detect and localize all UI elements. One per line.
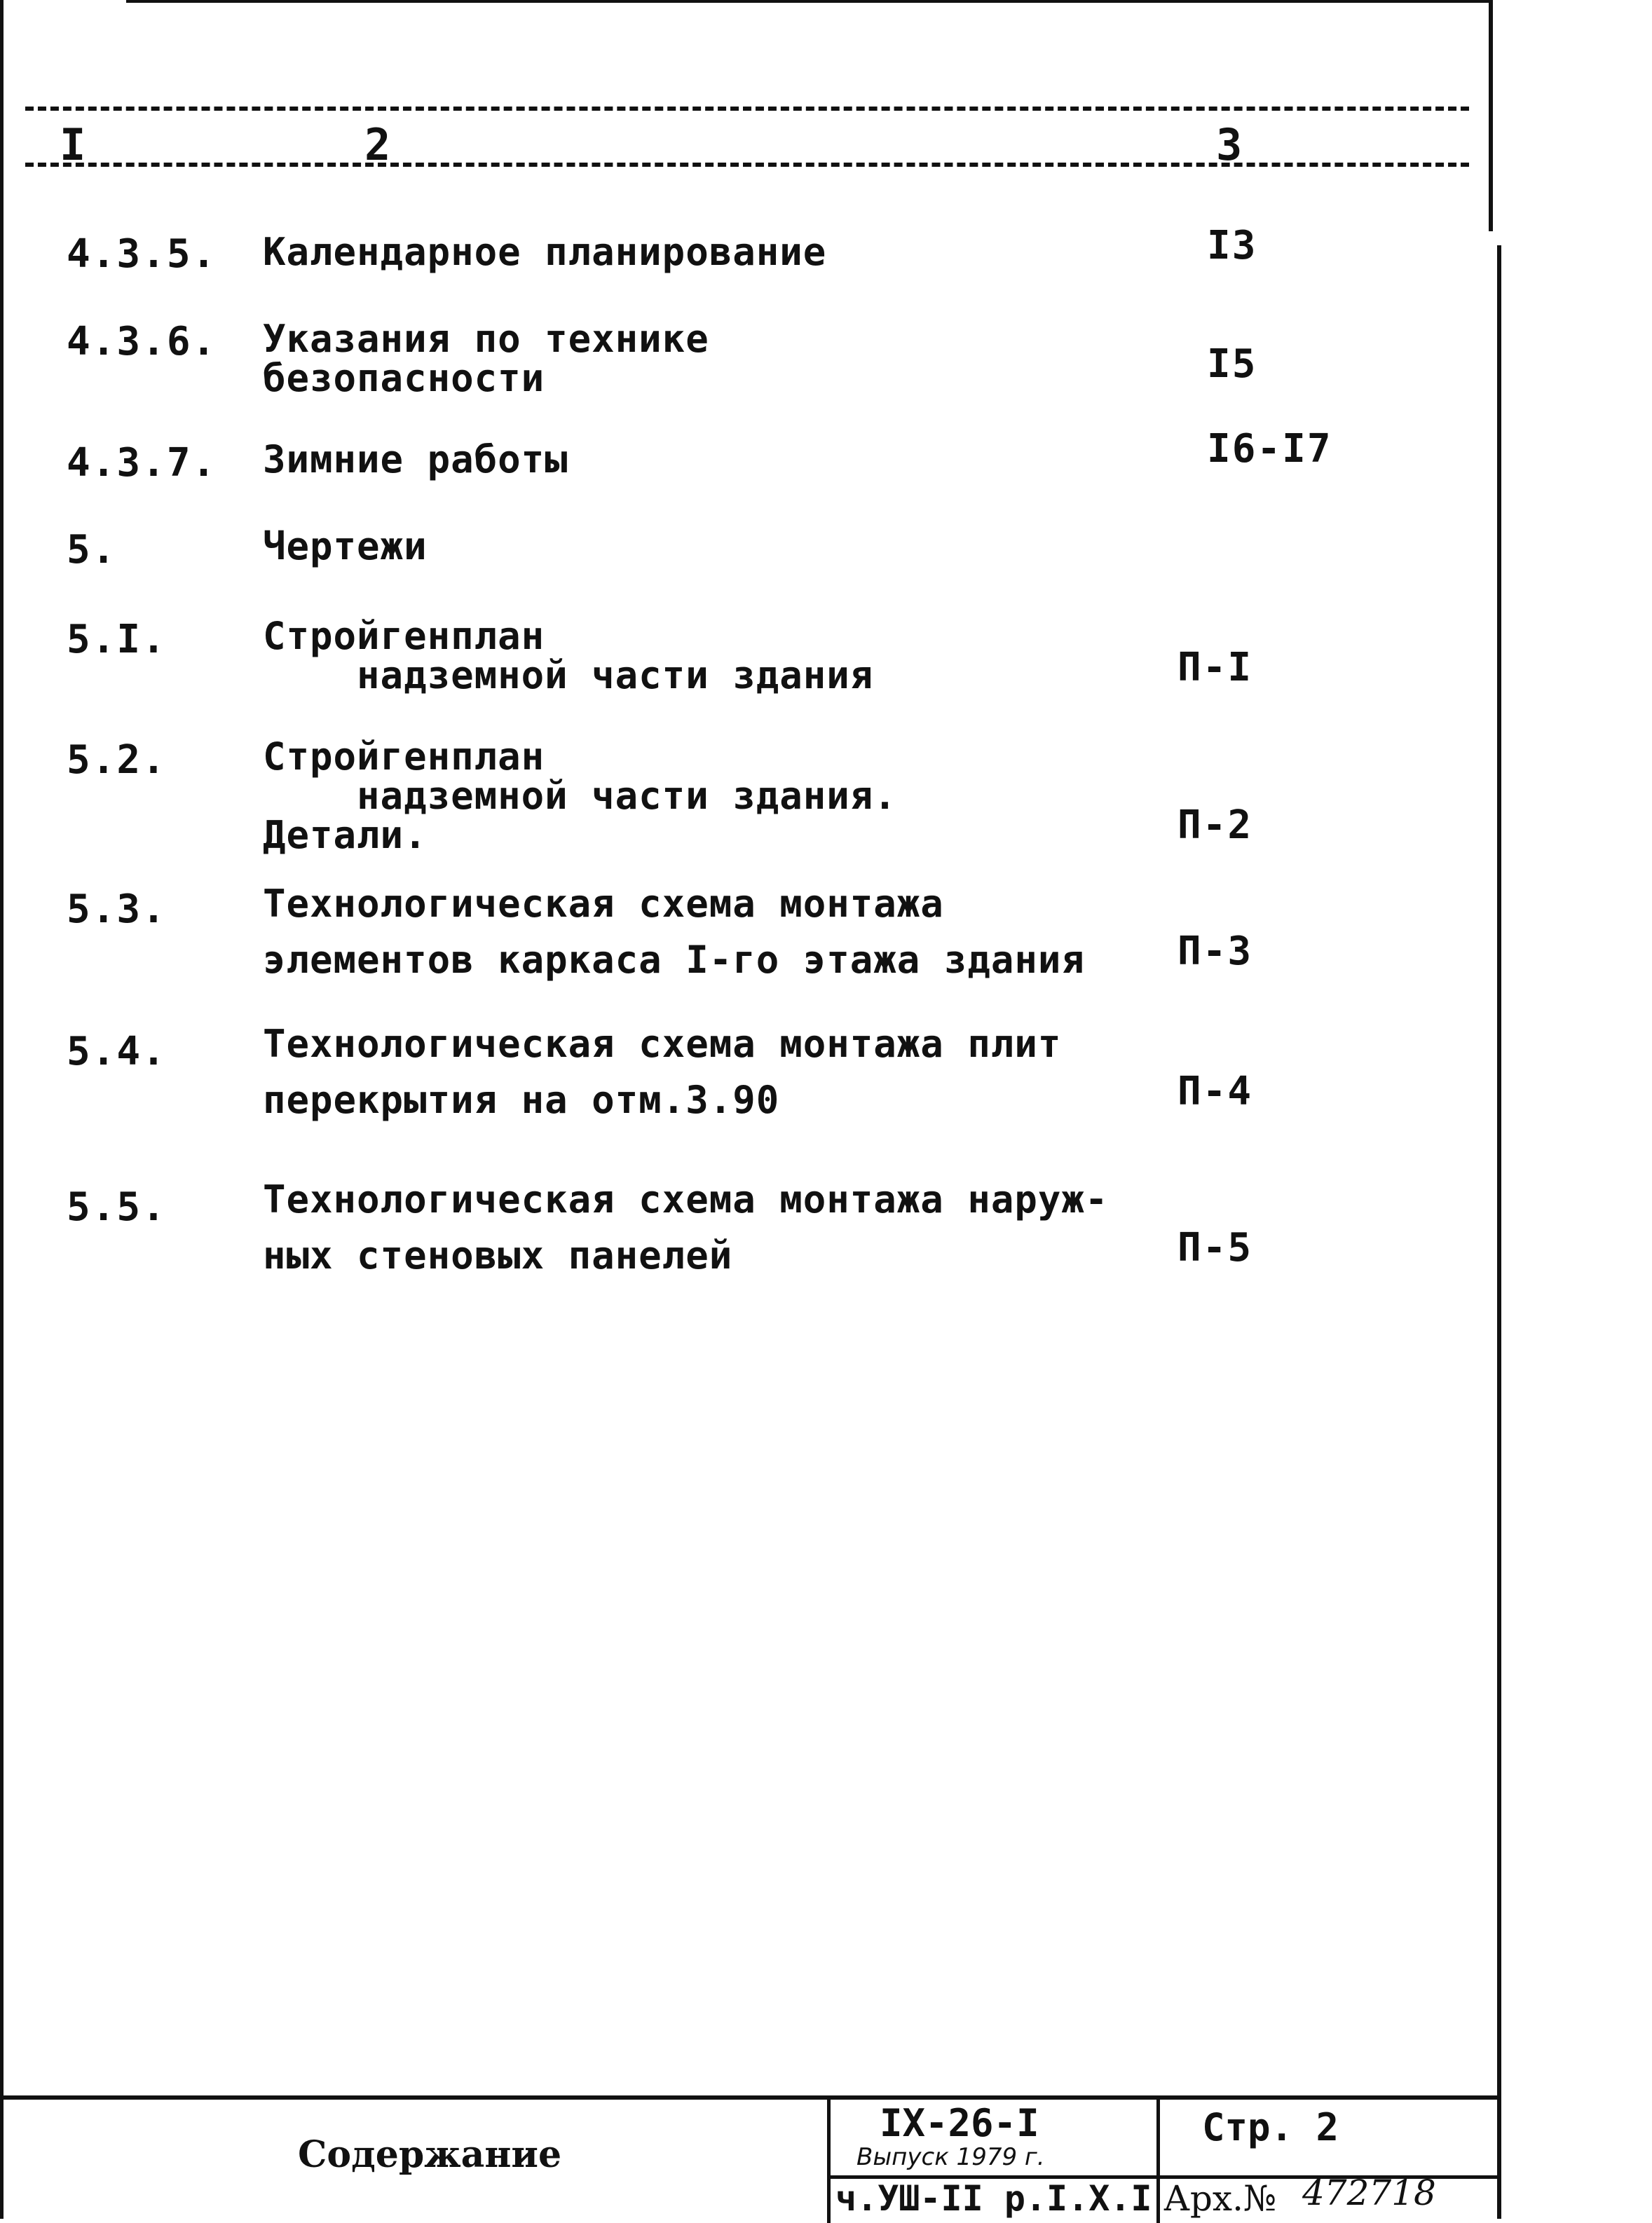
row-title: Технологическая схема монтажа элементов каркаса I-го этажа здания bbox=[263, 882, 1085, 982]
row-title: Технологическая схема монтажа наруж- ных стеновых панелей bbox=[263, 1177, 1109, 1278]
part-reference: ч.УШ-II р.I.X.I bbox=[835, 2178, 1152, 2219]
row-page: I5 bbox=[1207, 341, 1257, 387]
row-title: Зимние работы bbox=[263, 437, 568, 481]
column-header-1: I bbox=[60, 119, 86, 170]
title-block bbox=[0, 2095, 1500, 2223]
row-number: 5.4. bbox=[67, 1029, 167, 1074]
row-title: Календарное планирование bbox=[263, 230, 827, 274]
series-code: IX-26-I bbox=[880, 2101, 1039, 2145]
title-block-divider bbox=[827, 2100, 831, 2223]
row-page: П-3 bbox=[1177, 929, 1253, 974]
row-title: Технологическая схема монтажа плит перекрытия на отм.3.90 bbox=[263, 1022, 1062, 1122]
row-title: Указания по технике безопасности bbox=[263, 317, 709, 400]
row-page: П-5 bbox=[1177, 1225, 1253, 1271]
row-title: Чертежи bbox=[263, 524, 428, 568]
row-page: П-2 bbox=[1177, 802, 1253, 848]
row-page: I6-I7 bbox=[1207, 426, 1332, 472]
column-header-2: 2 bbox=[364, 119, 391, 170]
issue-year: Выпуск 1979 г. bbox=[856, 2143, 1045, 2171]
row-number: 5.I. bbox=[67, 617, 167, 662]
row-page: I3 bbox=[1207, 223, 1257, 268]
row-number: 4.3.5. bbox=[67, 231, 217, 277]
row-page: П-4 bbox=[1177, 1069, 1253, 1114]
row-number: 5. bbox=[67, 527, 117, 573]
row-number: 5.5. bbox=[67, 1184, 167, 1230]
page-number: Стр. 2 bbox=[1202, 2105, 1339, 2149]
title-block-divider bbox=[1156, 2100, 1160, 2223]
header-dash-line-bottom bbox=[25, 163, 1469, 167]
row-title: Стройгенплан надземной части здания. Детали. bbox=[263, 734, 897, 857]
right-border bbox=[1497, 245, 1501, 2219]
document-title: Содержание bbox=[298, 2133, 562, 2176]
row-title: Стройгенплан надземной части здания bbox=[263, 614, 874, 697]
top-border bbox=[126, 0, 1493, 3]
row-number: 5.3. bbox=[67, 887, 167, 932]
header-dash-line-top bbox=[25, 107, 1469, 111]
archive-label: Арх.№ bbox=[1163, 2178, 1277, 2219]
right-border-top bbox=[1489, 0, 1493, 231]
row-number: 5.2. bbox=[67, 737, 167, 783]
column-header-3: 3 bbox=[1216, 119, 1243, 170]
row-number: 4.3.7. bbox=[67, 440, 217, 486]
row-page: П-I bbox=[1177, 645, 1253, 690]
left-border bbox=[0, 0, 4, 2219]
archive-number: 472718 bbox=[1302, 2173, 1436, 2213]
row-number: 4.3.6. bbox=[67, 319, 217, 364]
